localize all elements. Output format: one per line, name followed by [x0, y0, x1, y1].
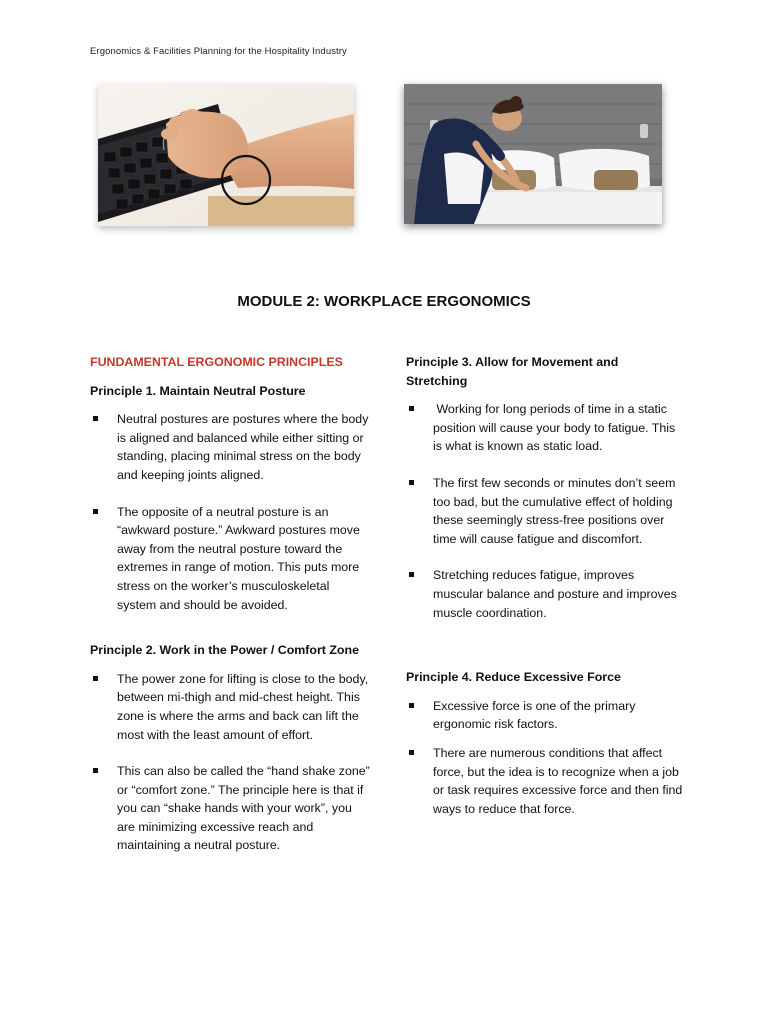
list-item: Working for long periods of time in a static position will cause your body to fatigue. This is what is known as static load.: [406, 400, 686, 456]
bullet-square-icon: [409, 750, 414, 755]
bullet-square-icon: [409, 480, 414, 485]
list-item: The power zone for lifting is close to the body, between mi-thigh and mid-chest height. This zone is where the arms and back can lift the most with the least amount of effort.: [90, 670, 370, 744]
principle-2-heading: Principle 2. Work in the Power / Comfort Zone: [90, 643, 359, 658]
list-item: The opposite of a neutral posture is an “awkward posture.” Awkward postures move away from the neutral posture toward the extremes in range of motion. This puts more stress on the worker’s musculoskeletal system and should be avoided.: [90, 503, 370, 615]
keyboard-typing-photo: [98, 84, 354, 226]
principle-2-bullets: [90, 670, 370, 855]
principle-4-bullets: [406, 697, 686, 819]
bullet-square-icon: [409, 703, 414, 708]
list-item: This can also be called the “hand shake zone” or “comfort zone.” The principle here is that if you can “shake hands with your work”, you are minimizing excessive reach and maintaining a neutral posture.: [90, 762, 370, 855]
bullet-square-icon: [93, 768, 98, 773]
module-title: MODULE 2: WORKPLACE ERGONOMICS: [237, 293, 531, 310]
list-item: Stretching reduces fatigue, improves muscular balance and posture and improves muscle coordination.: [406, 566, 686, 622]
list-item: There are numerous conditions that affect force, but the idea is to recognize when a job or task requires excessive force and then find ways to reduce that force.: [406, 744, 686, 818]
principle-4-heading: Principle 4. Reduce Excessive Force: [406, 670, 621, 685]
bullet-square-icon: [93, 509, 98, 514]
list-item: Excessive force is one of the primary ergonomic risk factors.: [406, 697, 686, 734]
left-column: [90, 353, 370, 855]
running-header: Ergonomics & Facilities Planning for the Hospitality Industry: [90, 46, 347, 57]
principle-3-heading: Principle 3. Allow for Movement and Stretching: [406, 355, 619, 388]
bullet-square-icon: [93, 416, 98, 421]
principle-1-bullets: [90, 410, 370, 614]
right-column: [406, 353, 686, 818]
housekeeper-bed-photo: [404, 84, 662, 224]
bullet-square-icon: [93, 676, 98, 681]
bullet-square-icon: [409, 406, 414, 411]
principle-1-heading: Principle 1. Maintain Neutral Posture: [90, 383, 306, 398]
list-item: Neutral postures are postures where the body is aligned and balanced while either sitting or standing, placing minimal stress on the body and keeping joints aligned.: [90, 410, 370, 484]
section-heading: FUNDAMENTAL ERGONOMIC PRINCIPLES: [90, 355, 343, 369]
list-item: The first few seconds or minutes don’t seem too bad, but the cumulative effect of holding these seemingly stress-free positions over time will cause fatigue and discomfort.: [406, 474, 686, 548]
principle-3-bullets: [406, 400, 686, 622]
bullet-square-icon: [409, 572, 414, 577]
